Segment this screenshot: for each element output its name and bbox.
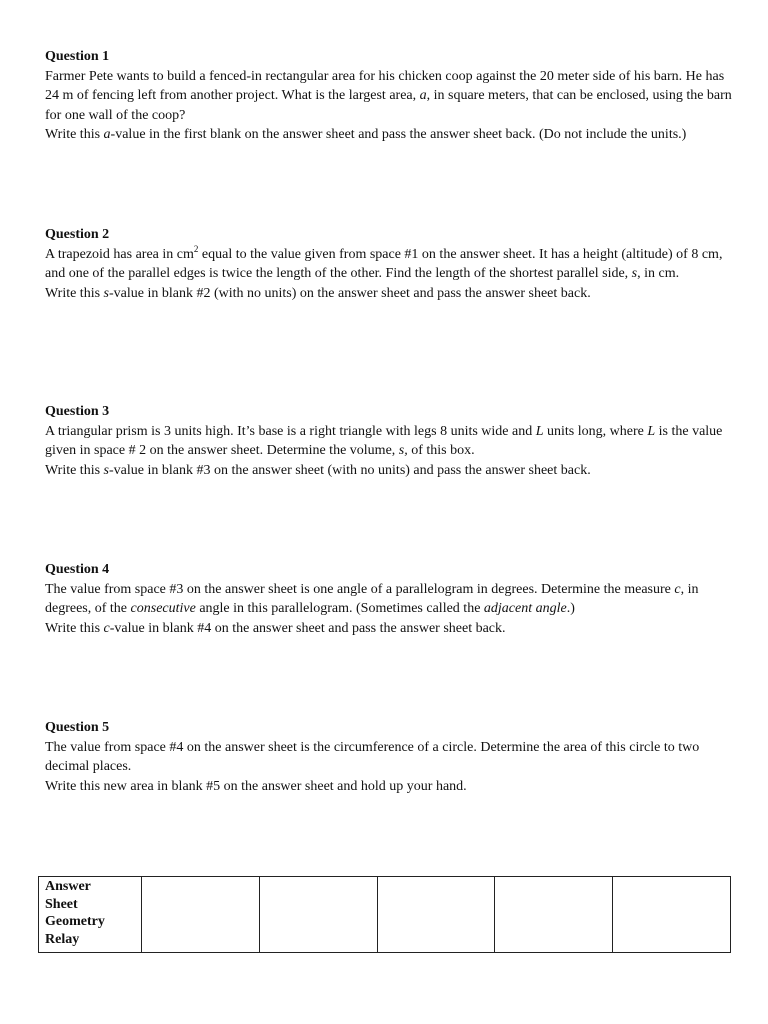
question-title: Question 3 [45,404,110,419]
question-instruction: Write this s-value in blank #3 on the answer sheet (with no units) and pass the answer sheet back. [45,462,591,478]
question-title: Question 4 [45,562,110,577]
question-1 [45,47,735,145]
answer-sheet-row [39,877,731,953]
question-2 [45,225,735,303]
answer-blank-1[interactable] [142,877,260,953]
question-title: Question 5 [45,720,110,735]
answer-blank-2[interactable] [259,877,377,953]
question-instruction: Write this new area in blank #5 on the answer sheet and hold up your hand. [45,778,467,794]
question-instruction: Write this c-value in blank #4 on the answer sheet and pass the answer sheet back. [45,620,506,636]
question-3 [45,402,735,480]
question-title: Question 2 [45,227,110,242]
question-text: The value from space #3 on the answer sheet is one angle of a parallelogram in degrees. Determine the measure c, in degrees, of the consecutive angle in this parallelogram. (Sometimes called the adjacent angle.) [45,581,699,616]
question-text: Farmer Pete wants to build a fenced-in rectangular area for his chicken coop against the 20 meter side of his barn. He has 24 m of fencing left from another project. What is the largest area, a, in square meters, that can be enclosed, using the barn for one wall of the coop? [45,68,732,123]
answer-sheet-label: Answer Sheet Geometry Relay [39,877,142,953]
question-text: A trapezoid has area in $cm^2$ equal to the value given from space #1 on the answer sheet. It has a height (altitude) of 8 cm, and one of the parallel edges is twice the length of the other. Find the length of the shortest parallel side, s, in cm. [45,243,723,281]
question-text: The value from space #4 on the answer sheet is the circumference of a circle. Determine the area of this circle to two decimal places. [45,739,700,774]
question-title: Question 1 [45,49,110,64]
answer-sheet-table [38,876,731,953]
question-4 [45,560,735,638]
question-instruction: Write this a-value in the first blank on the answer sheet and pass the answer sheet back. (Do not include the units.) [45,127,687,142]
question-text: A triangular prism is 3 units high. It’s base is a right triangle with legs 8 units wide and L units long, where L is the value given in space # 2 on the answer sheet. Determine the volume, s, of this box. [45,423,723,458]
question-5 [45,718,735,796]
answer-blank-5[interactable] [613,877,731,953]
answer-blank-3[interactable] [377,877,495,953]
answer-blank-4[interactable] [495,877,613,953]
question-instruction: Write this s-value in blank #2 (with no units) on the answer sheet and pass the answer sheet back. [45,285,591,301]
